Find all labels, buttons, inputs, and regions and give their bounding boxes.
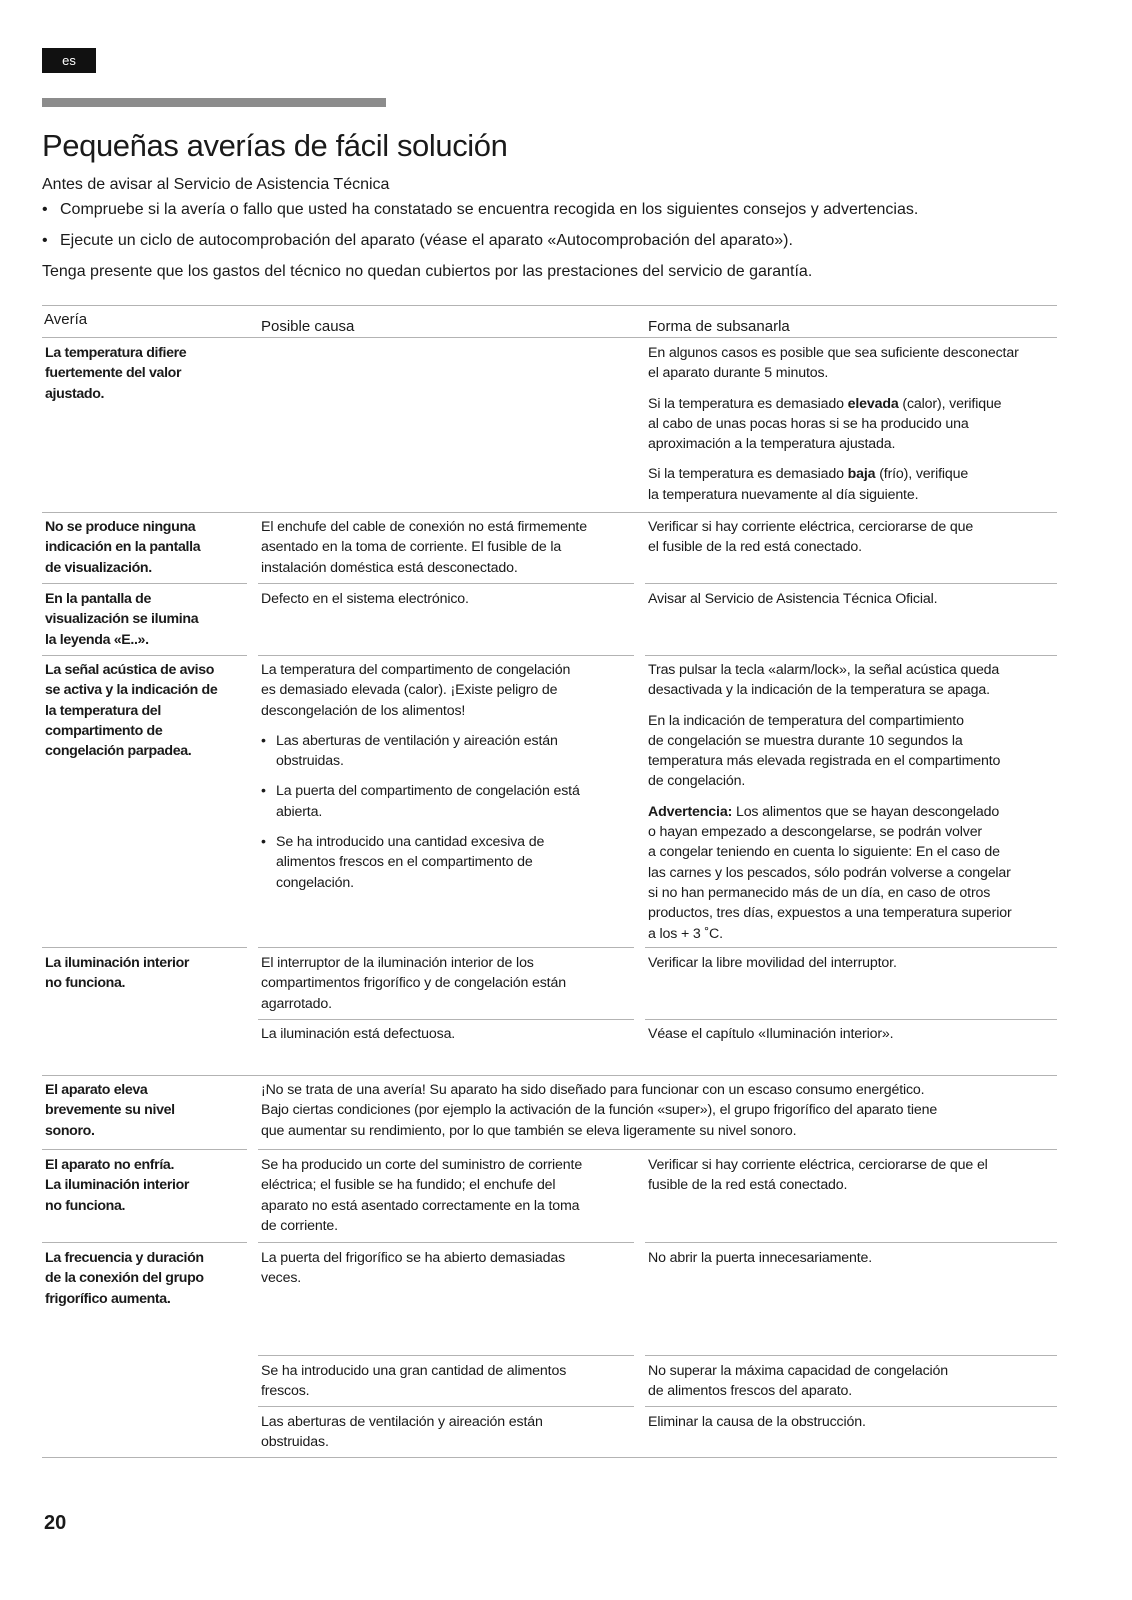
- remedy-cell: Véase el capítulo «Iluminación interior».: [648, 1026, 894, 1042]
- remedy-cell: Avisar al Servicio de Asistencia Técnica Oficial.: [648, 591, 938, 607]
- row-rule: [42, 1149, 247, 1150]
- intro-list: [42, 199, 918, 261]
- row-rule: [258, 1019, 634, 1020]
- row-rule: [645, 1019, 1057, 1020]
- header-fault: Avería: [44, 311, 88, 328]
- cause-cell: El enchufe del cable de conexión no está firmemente asentado en la toma de corriente. El fusible de la instalación doméstica está desconectado.: [261, 519, 587, 576]
- remedy-cell: [648, 660, 1058, 944]
- table-top-rule: [42, 305, 1057, 306]
- intro-heading: Antes de avisar al Servicio de Asistencia Técnica: [42, 176, 390, 193]
- row-rule: [258, 655, 634, 656]
- row-rule: [42, 655, 247, 656]
- fault-cell: El aparato eleva brevemente su nivel sonoro.: [45, 1082, 175, 1139]
- remedy-text-part: (frío), verifique la temperatura nuevamente al día siguiente.: [648, 466, 969, 503]
- cause-bullet: • La puerta del compartimento de congelación está abierta.: [261, 781, 631, 822]
- remedy-cell: Verificar si hay corriente eléctrica, cerciorarse de que el fusible de la red está conectado.: [648, 519, 974, 556]
- remedy-text: [648, 802, 1058, 944]
- fault-cell: La temperatura difiere fuertemente del valor ajustado.: [45, 345, 187, 402]
- remedy-cell: No abrir la puerta innecesariamente.: [648, 1250, 873, 1266]
- row-rule: [42, 947, 247, 948]
- row-rule: [258, 1149, 1057, 1150]
- row-rule: [258, 1406, 634, 1407]
- row-rule: [42, 583, 247, 584]
- row-rule: [645, 1406, 1057, 1407]
- row-rule: [258, 1355, 634, 1356]
- remedy-text: Tras pulsar la tecla «alarm/lock», la señal acústica queda desactivada y la indicación de la temperatura se apaga.: [648, 662, 1000, 699]
- fault-cell: La señal acústica de aviso se activa y la indicación de la temperatura del compartimento de congelación parpadea.: [45, 662, 218, 760]
- fault-cell: El aparato no enfría. La iluminación interior no funciona.: [45, 1157, 190, 1214]
- row-rule: [645, 655, 1057, 656]
- remedy-cell: Verificar si hay corriente eléctrica, cerciorarse de que el fusible de la red está conectado.: [648, 1157, 988, 1194]
- cause-cell: La iluminación está defectuosa.: [261, 1026, 456, 1042]
- intro-bullet: • Compruebe si la avería o fallo que usted ha constatado se encuentra recogida en los siguientes consejos y advertencias.: [42, 199, 918, 230]
- row-rule: [258, 947, 634, 948]
- row-rule: [42, 1242, 247, 1243]
- fault-cell: En la pantalla de visualización se ilumina la leyenda «E..».: [45, 591, 199, 648]
- remedy-cell: Eliminar la causa de la obstrucción.: [648, 1414, 866, 1430]
- cause-cell: Las aberturas de ventilación y aireación están obstruidas.: [261, 1414, 543, 1451]
- remedy-text: [648, 394, 1058, 455]
- cause-bullet: • Las aberturas de ventilación y aireación están obstruidas.: [261, 731, 631, 772]
- remedy-text: En la indicación de temperatura del compartimiento de congelación se muestra durante 10 segundos la temperatura más elevada registrada en el compartimento de congelación.: [648, 712, 1001, 790]
- cause-cell: La puerta del frigorífico se ha abierto demasiadas veces.: [261, 1250, 566, 1287]
- cause-cell: [261, 660, 631, 893]
- remedy-text-part: Si la temperatura es demasiado: [648, 395, 848, 412]
- cause-cell: El interruptor de la iluminación interior de los compartimentos frigorífico y de congelación están agarrotado.: [261, 955, 566, 1012]
- header-rule: [42, 337, 1057, 338]
- page-title: Pequeñas averías de fácil solución: [42, 128, 508, 163]
- row-rule: [42, 1075, 1057, 1076]
- cause-cell: Se ha introducido una gran cantidad de alimentos frescos.: [261, 1363, 567, 1400]
- row-rule: [645, 583, 1057, 584]
- table-bottom-rule: [42, 1457, 1057, 1458]
- warning-label: Advertencia:: [648, 803, 733, 820]
- fault-cell: La iluminación interior no funciona.: [45, 955, 190, 992]
- intro-note: Tenga presente que los gastos del técnico no quedan cubiertos por las prestaciones del servicio de garantía.: [42, 263, 813, 280]
- cause-text: La temperatura del compartimento de congelación es demasiado elevada (calor). ¡Existe peligro de descongelación de los alimentos!: [261, 662, 571, 719]
- cause-list: [261, 731, 631, 893]
- remedy-text-part: Si la temperatura es demasiado: [648, 466, 848, 483]
- cause-bullet: • Se ha introducido una cantidad excesiva de alimentos frescos en el compartimento de congelación.: [261, 832, 631, 893]
- cause-cell: Se ha producido un corte del suministro de corriente eléctrica; el fusible se ha fundido; el enchufe del aparato no está asentado correctamente en la toma de corriente.: [261, 1157, 583, 1234]
- intro-bullet: • Ejecute un ciclo de autocomprobación del aparato (véase el aparato «Autocomprobación del aparato»).: [42, 230, 918, 261]
- remedy-text: [648, 464, 1058, 505]
- fault-cell: No se produce ninguna indicación en la pantalla de visualización.: [45, 519, 201, 576]
- remedy-cell: No superar la máxima capacidad de congelación de alimentos frescos del aparato.: [648, 1363, 949, 1400]
- remedy-text: En algunos casos es posible que sea suficiente desconectar el aparato durante 5 minutos.: [648, 345, 1019, 382]
- row-rule: [258, 583, 634, 584]
- row-rule: [42, 512, 1057, 513]
- row-rule: [258, 1242, 634, 1243]
- row-rule: [645, 1242, 1057, 1243]
- warning-text: Los alimentos que se hayan descongelado o hayan empezado a descongelarse, se podrán volver a congelar teniendo en cuenta lo siguiente: En el caso de las carnes y los pescados, sólo podrán volverse a congelar si no han permanecido más de un día, en caso de otros productos, tres días, expuestos a una temperatura superior a los + 3 ˚C.: [648, 803, 1012, 942]
- row-rule: [645, 947, 1057, 948]
- remedy-text-part: (calor), verifique al cabo de unas pocas horas si se ha producido una aproximación a la temperatura ajustada.: [648, 395, 1002, 453]
- note-cell: ¡No se trata de una avería! Su aparato ha sido diseñado para funcionar con un escaso consumo energético. Bajo ciertas condiciones (por ejemplo la activación de la función «super»), el grupo frigorífico del aparato tiene que aumentar su rendimiento, por lo que también se eleva ligeramente su nivel sonoro.: [261, 1082, 938, 1139]
- cause-cell: Defecto en el sistema electrónico.: [261, 591, 469, 607]
- remedy-cell: Verificar la libre movilidad del interruptor.: [648, 955, 897, 971]
- emphasis: elevada: [847, 395, 899, 412]
- header-remedy: Forma de subsanarla: [648, 318, 790, 335]
- fault-cell: La frecuencia y duración de la conexión del grupo frigorífico aumenta.: [45, 1250, 204, 1307]
- remedy-cell: [648, 343, 1058, 505]
- header-cause: Posible causa: [261, 318, 355, 335]
- section-rule: [42, 98, 386, 107]
- language-tag: es: [42, 48, 96, 73]
- page-number: 20: [44, 1512, 67, 1534]
- row-rule: [645, 1355, 1057, 1356]
- emphasis: baja: [847, 466, 876, 483]
